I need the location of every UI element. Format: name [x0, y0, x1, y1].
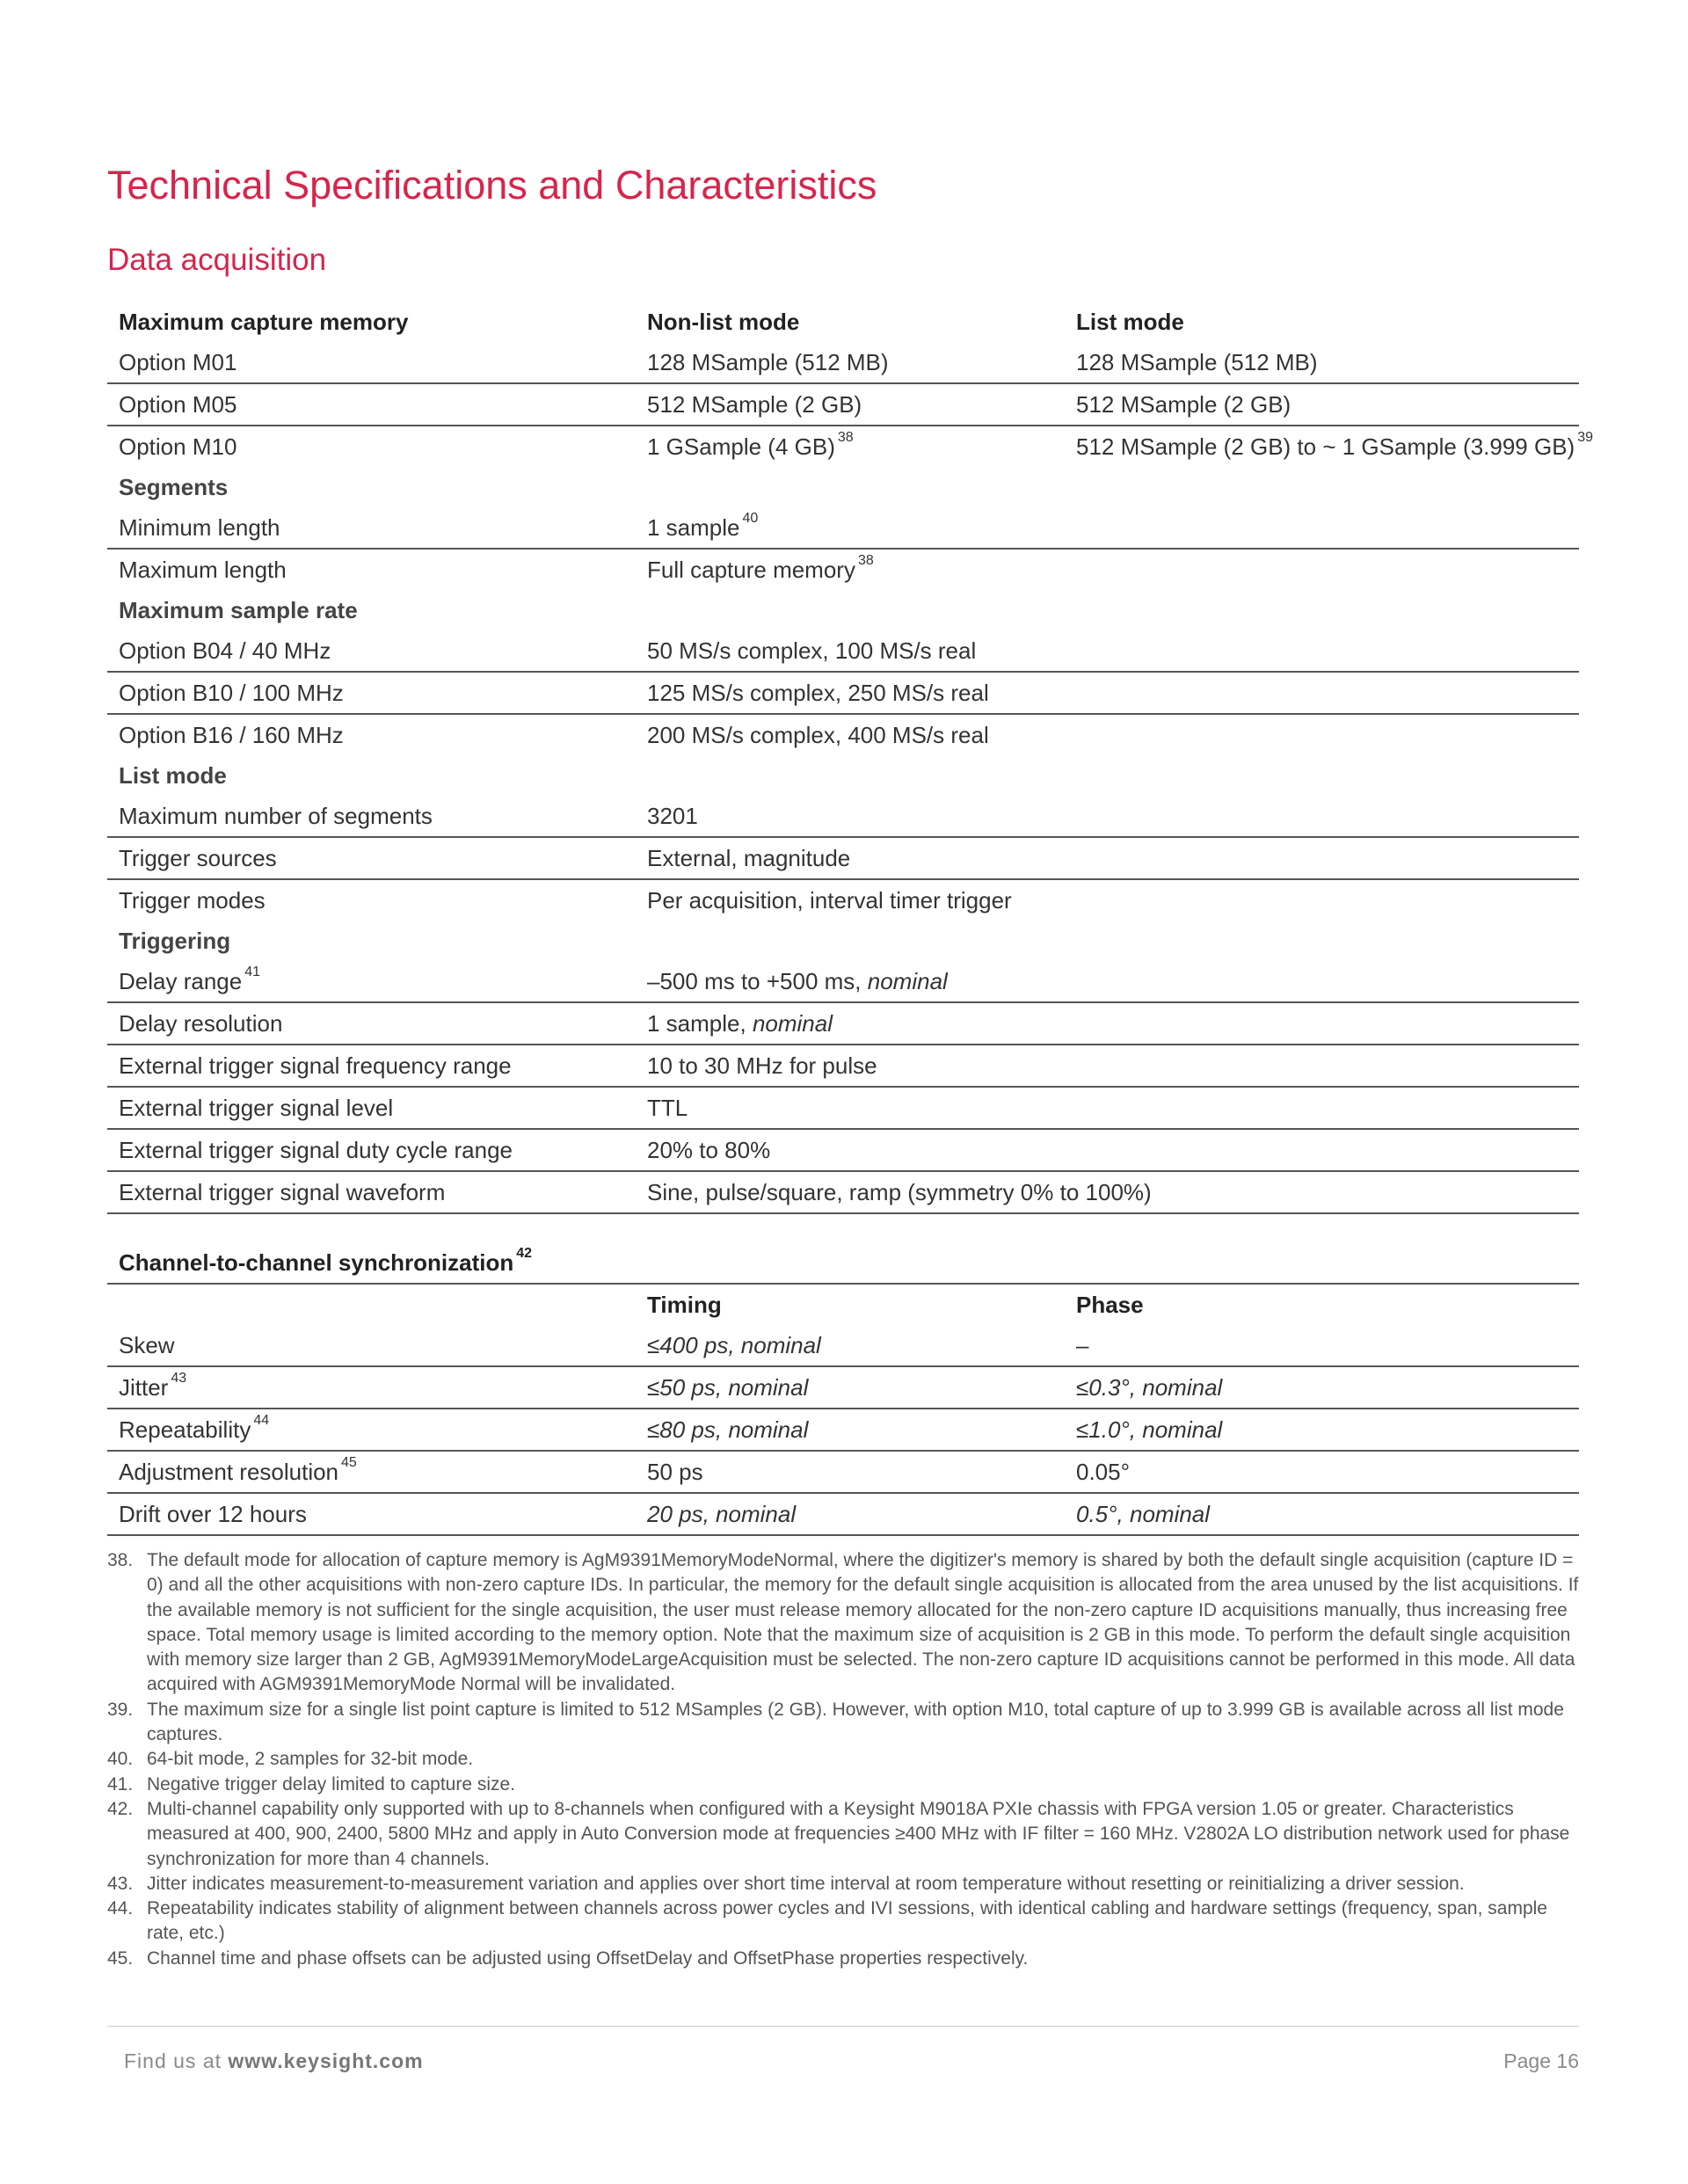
row-label: Trigger modes	[119, 886, 266, 914]
table-row	[107, 1409, 1579, 1451]
row-label: Option B04 / 40 MHz	[107, 630, 636, 672]
table-row	[107, 714, 1579, 755]
section-row	[107, 467, 1579, 507]
footnote	[107, 1872, 1579, 1896]
sync-title	[107, 1242, 1579, 1284]
footnote-text: Channel time and phase offsets can be adjusted using OffsetDelay and OffsetPhase properties respectively.	[147, 1947, 1029, 1969]
row-label	[107, 1409, 636, 1451]
row-label: Trigger sources	[107, 837, 636, 879]
row-label: External trigger signal frequency range	[107, 1045, 636, 1087]
label-text: Adjustment resolution	[119, 1458, 339, 1485]
footnote-text: 64-bit mode, 2 samples for 32-bit mode.	[147, 1749, 474, 1770]
footer-prefix: Find us at	[124, 2049, 229, 2072]
value-text: 512 MSample (2 GB) to ~ 1 GSample (3.999 GB)	[1076, 433, 1575, 460]
row-value: Sine, pulse/square, ramp (symmetry 0% to 100%)	[636, 1171, 1579, 1213]
row-label: External trigger signal waveform	[107, 1171, 636, 1213]
footnote-text: Jitter indicates measurement-to-measurement variation and applies over short time interval at room temperature without resetting or reinitializing a driver session.	[147, 1873, 1465, 1894]
phase-cell: –	[1065, 1325, 1579, 1366]
footnote-text: The default mode for allocation of capture memory is AgM9391MemoryModeNormal, where the digitizer's memory is shared by both the default single acquisition (capture ID = 0) and all the other acquisitions with non-zero capture IDs. In particular, the memory for the default single acquisition is allocated from the area unused by the list acquisitions. If the available memory is not sufficient for the single acquisition, the user must release memory allocated for the non-zero capture ID acquisitions manually, thus increasing free space. Total memory usage is limited according to the memory option. Note that the maximum size of acquisition is 2 GB in this mode. To perform the default single acquisition with memory size larger than 2 GB, AgM9391MemoryModeLargeAcquisition must be selected. The non-zero capture ID acquisitions cannot be performed in this mode. All data acquired with AGM9391MemoryMode Normal will be invalidated.	[147, 1550, 1579, 1695]
row-label: Maximum number of segments	[107, 796, 636, 837]
table-row	[107, 426, 1579, 467]
table-header-row	[107, 302, 1579, 342]
row-label	[107, 1002, 636, 1045]
value-text: 1 sample	[647, 513, 740, 541]
timing-cell: 50 ps	[636, 1451, 1065, 1493]
row-value	[636, 549, 1579, 590]
table-row	[107, 342, 1579, 383]
header-cell-empty	[107, 1284, 636, 1325]
table-row	[107, 630, 1579, 672]
footnote-text: Multi-channel capability only supported with up to 8-channels when configured with a Keysight M9018A PXIe chassis with FPGA version 1.05 or greater. Characteristics measured at 400, 900, 2400, 5800 MHz and apply in Auto Conversion mode at frequencies ≥400 MHz with IF filter = 160 MHz. V2802A LO distribution network used for phase synchronization for more than 4 channels.	[147, 1798, 1570, 1869]
footnote-ref: 38	[857, 552, 874, 568]
footnotes	[107, 1548, 1579, 1971]
section-label: List mode	[119, 761, 227, 789]
row-label: Maximum length	[119, 556, 287, 583]
table-row	[107, 1002, 1579, 1045]
value-text: Full capture memory	[647, 556, 855, 583]
row-label	[107, 1366, 636, 1409]
table-row	[107, 1171, 1579, 1213]
value-text: 512 MSample (2 GB)	[647, 390, 862, 418]
value-text: 128 MSample (512 MB)	[1076, 348, 1318, 375]
footnote-text: Repeatability indicates stability of alignment between channels across power cycles and IVI sessions, with identical cabling and hardware settings (frequency, span, sample rate, etc.)	[147, 1898, 1547, 1944]
table-row	[107, 1493, 1579, 1535]
value-qualifier: nominal	[752, 1009, 833, 1037]
footnote-number: 40.	[107, 1749, 134, 1770]
row-value	[636, 961, 1579, 1002]
row-value: TTL	[636, 1087, 1579, 1129]
header-cell: Phase	[1076, 1291, 1144, 1318]
section-title: Data acquisition	[107, 243, 327, 277]
table-row	[107, 1451, 1579, 1493]
row-label: Option B10 / 100 MHz	[107, 672, 636, 714]
phase-cell: 0.05°	[1065, 1451, 1579, 1493]
table-row	[107, 1087, 1579, 1129]
section-row	[107, 590, 1579, 630]
row-value	[636, 426, 1065, 467]
table-row	[107, 1045, 1579, 1087]
row-value: 200 MS/s complex, 400 MS/s real	[647, 721, 989, 748]
channel-sync-table	[107, 1242, 1579, 1536]
value-text: 128 MSample (512 MB)	[647, 348, 889, 375]
row-value: 10 to 30 MHz for pulse	[636, 1045, 1579, 1087]
footnote	[107, 1947, 1579, 1971]
header-cell: Timing	[647, 1291, 722, 1318]
footnote-number: 39.	[107, 1699, 134, 1720]
phase-cell: 0.5°, nominal	[1065, 1493, 1579, 1535]
footnote-ref: 45	[341, 1454, 357, 1470]
row-label: Drift over 12 hours	[107, 1493, 636, 1535]
label-text: Jitter	[119, 1373, 169, 1401]
table-row	[107, 672, 1579, 714]
row-value	[636, 507, 1579, 549]
sync-title-row	[107, 1242, 1579, 1284]
footnote-number: 44.	[107, 1898, 134, 1919]
row-label: External trigger signal duty cycle range	[107, 1129, 636, 1171]
header-cell: Non-list mode	[647, 308, 800, 335]
footnote-number: 45.	[107, 1947, 134, 1969]
timing-cell: ≤50 ps, nominal	[636, 1366, 1065, 1409]
section-row	[107, 755, 1579, 796]
table-row	[107, 549, 1579, 590]
footnote-text: Negative trigger delay limited to capture size.	[147, 1773, 516, 1795]
table-row	[107, 1325, 1579, 1366]
header-cell: List mode	[1076, 308, 1184, 335]
footnote	[107, 1548, 1579, 1698]
row-value	[1065, 426, 1593, 467]
header-cell: Maximum capture memory	[119, 308, 409, 335]
footer-link[interactable]: www.keysight.com	[228, 2049, 424, 2072]
row-value: 3201	[636, 796, 1579, 837]
section-label: Segments	[119, 473, 229, 500]
footnote-number: 42.	[107, 1798, 134, 1819]
footnote	[107, 1896, 1579, 1947]
footnote-ref: 44	[253, 1412, 270, 1428]
row-value	[1065, 342, 1579, 383]
phase-cell: ≤1.0°, nominal	[1065, 1409, 1579, 1451]
row-value: 50 MS/s complex, 100 MS/s real	[636, 630, 1579, 672]
table-row	[107, 1366, 1579, 1409]
label-text: Delay range	[119, 967, 243, 994]
footnote-number: 38.	[107, 1550, 134, 1570]
table-row	[107, 383, 1579, 426]
table-row	[107, 879, 1579, 921]
footer-divider	[107, 2026, 1579, 2027]
row-label	[107, 1451, 636, 1493]
footnote-ref: 39	[1577, 429, 1593, 445]
section-label: Maximum sample rate	[119, 596, 358, 623]
value-text: –500 ms to +500 ms,	[647, 967, 868, 994]
timing-cell: ≤400 ps, nominal	[636, 1325, 1065, 1366]
row-label: Option M10	[119, 433, 237, 460]
row-value	[1065, 383, 1579, 426]
footnote	[107, 1747, 1579, 1772]
page-number: Page 16	[1503, 2049, 1579, 2072]
label-text: Delay resolution	[119, 1009, 283, 1037]
value-qualifier: nominal	[867, 967, 948, 994]
phase-cell: ≤0.3°, nominal	[1065, 1366, 1579, 1409]
footnote-text: The maximum size for a single list point capture is limited to 512 MSamples (2 GB). However, with option M10, total capture of up to 3.999 GB is available across all list mode captures.	[147, 1699, 1564, 1745]
row-value	[636, 342, 1065, 383]
timing-cell: 20 ps, nominal	[636, 1493, 1065, 1535]
footnote	[107, 1773, 1579, 1797]
footnote-number: 43.	[107, 1873, 134, 1894]
row-label: Skew	[107, 1325, 636, 1366]
label-text: Repeatability	[119, 1416, 251, 1443]
row-label: Minimum length	[107, 507, 636, 549]
row-label: Option B16 / 160 MHz	[119, 721, 344, 748]
data-acquisition-table	[107, 302, 1593, 1214]
footnote	[107, 1797, 1579, 1872]
table-row	[107, 796, 1579, 837]
row-value: 125 MS/s complex, 250 MS/s real	[636, 672, 1579, 714]
footer-find-us	[124, 2049, 424, 2073]
footnote-ref: 38	[837, 429, 854, 445]
footnote-ref: 43	[171, 1370, 187, 1386]
value-text: 1 GSample (4 GB)	[647, 433, 835, 460]
row-label: Option M05	[107, 383, 636, 426]
row-value: Per acquisition, interval timer trigger	[647, 886, 1012, 914]
footnote	[107, 1698, 1579, 1748]
row-value	[636, 383, 1065, 426]
footnote-ref: 40	[742, 510, 759, 526]
row-value: External, magnitude	[636, 837, 1579, 879]
table-row	[107, 507, 1579, 549]
row-label: Option M01	[107, 342, 636, 383]
page-title: Technical Specifications and Characteristics	[107, 163, 877, 207]
row-label: External trigger signal level	[107, 1087, 636, 1129]
row-value: 20% to 80%	[636, 1129, 1579, 1171]
table-header-row	[107, 1284, 1579, 1325]
section-row	[107, 921, 1579, 961]
table-row	[107, 1129, 1579, 1171]
row-label	[107, 961, 636, 1002]
footnote-ref: 41	[244, 964, 260, 979]
footnote-ref: 42	[516, 1245, 533, 1261]
table-row	[107, 837, 1579, 879]
value-text: 512 MSample (2 GB)	[1076, 390, 1291, 418]
footnote-number: 41.	[107, 1773, 134, 1795]
sync-title-text: Channel-to-channel synchronization	[119, 1249, 514, 1276]
section-label: Triggering	[119, 927, 231, 954]
value-text: 1 sample,	[647, 1009, 753, 1037]
table-row	[107, 961, 1579, 1002]
row-value	[636, 1002, 1579, 1045]
timing-cell: ≤80 ps, nominal	[636, 1409, 1065, 1451]
